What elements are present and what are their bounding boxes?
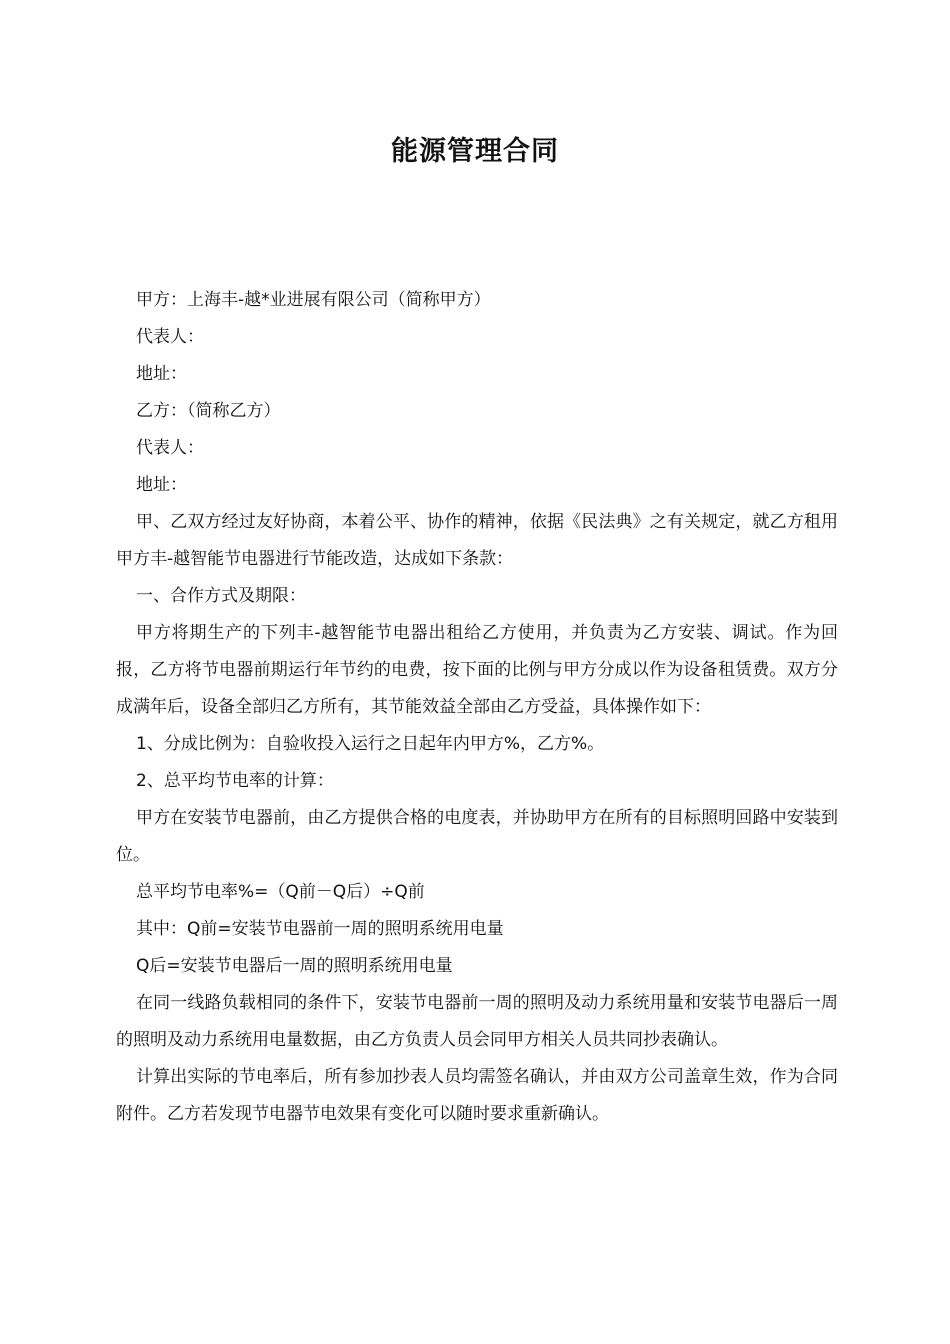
party-b-representative: 代表人： [136,438,204,458]
meter-reading-paragraph: 在同一线路负载相同的条件下，安装节电器前一周的照明及动力系统用量和安装节电器后一周的照明及动力系统用电量数据，由乙方负责人员会同甲方相关人员共同抄表确认。 [116,993,838,1050]
party-a-name: 甲方：上海丰-越*业进展有限公司（简称甲方） [136,290,491,310]
party-b-name: 乙方：（简称乙方） [136,401,281,421]
savings-formula: 总平均节电率%=（Q前－Q后）÷Q前 [136,882,425,902]
clause-share-ratio: 1、分成比例为：自验收投入运行之日起年内甲方%，乙方%。 [136,734,605,754]
cooperation-paragraph: 甲方将期生产的下列丰-越智能节电器出租给乙方使用，并负责为乙方安装、调试。作为回报，乙方将节电器前期运行年节约的电费，按下面的比例与甲方分成以作为设备租赁费。双方分成满年后，设备全部归乙方所有，其节能效益全部由乙方受益，具体操作如下： [116,623,838,717]
document-body [116,282,838,1133]
document-title: 能源管理合同 [391,136,559,167]
party-a-representative: 代表人： [136,327,204,347]
party-b-address: 地址： [136,475,187,495]
confirmation-paragraph: 计算出实际的节电率后，所有参加抄表人员均需签名确认，并由双方公司盖章生效，作为合同附件。乙方若发现节电器节电效果有变化可以随时要求重新确认。 [116,1067,838,1124]
formula-definition-after: Q后=安装节电器后一周的照明系统用电量 [136,956,453,976]
section-heading-cooperation: 一、合作方式及期限： [136,586,306,606]
preamble-paragraph: 甲、乙双方经过友好协商，本着公平、协作的精神，依据《民法典》之有关规定，就乙方租用甲方丰-越智能节电器进行节能改造，达成如下条款： [116,512,838,569]
clause-savings-calculation: 2、总平均节电率的计算： [136,771,334,791]
meter-installation-paragraph: 甲方在安装节电器前，由乙方提供合格的电度表，并协助甲方在所有的目标照明回路中安装到位。 [116,808,838,865]
formula-definition-before: 其中：Q前=安装节电器前一周的照明系统用电量 [136,919,504,939]
party-a-address: 地址： [136,364,187,384]
